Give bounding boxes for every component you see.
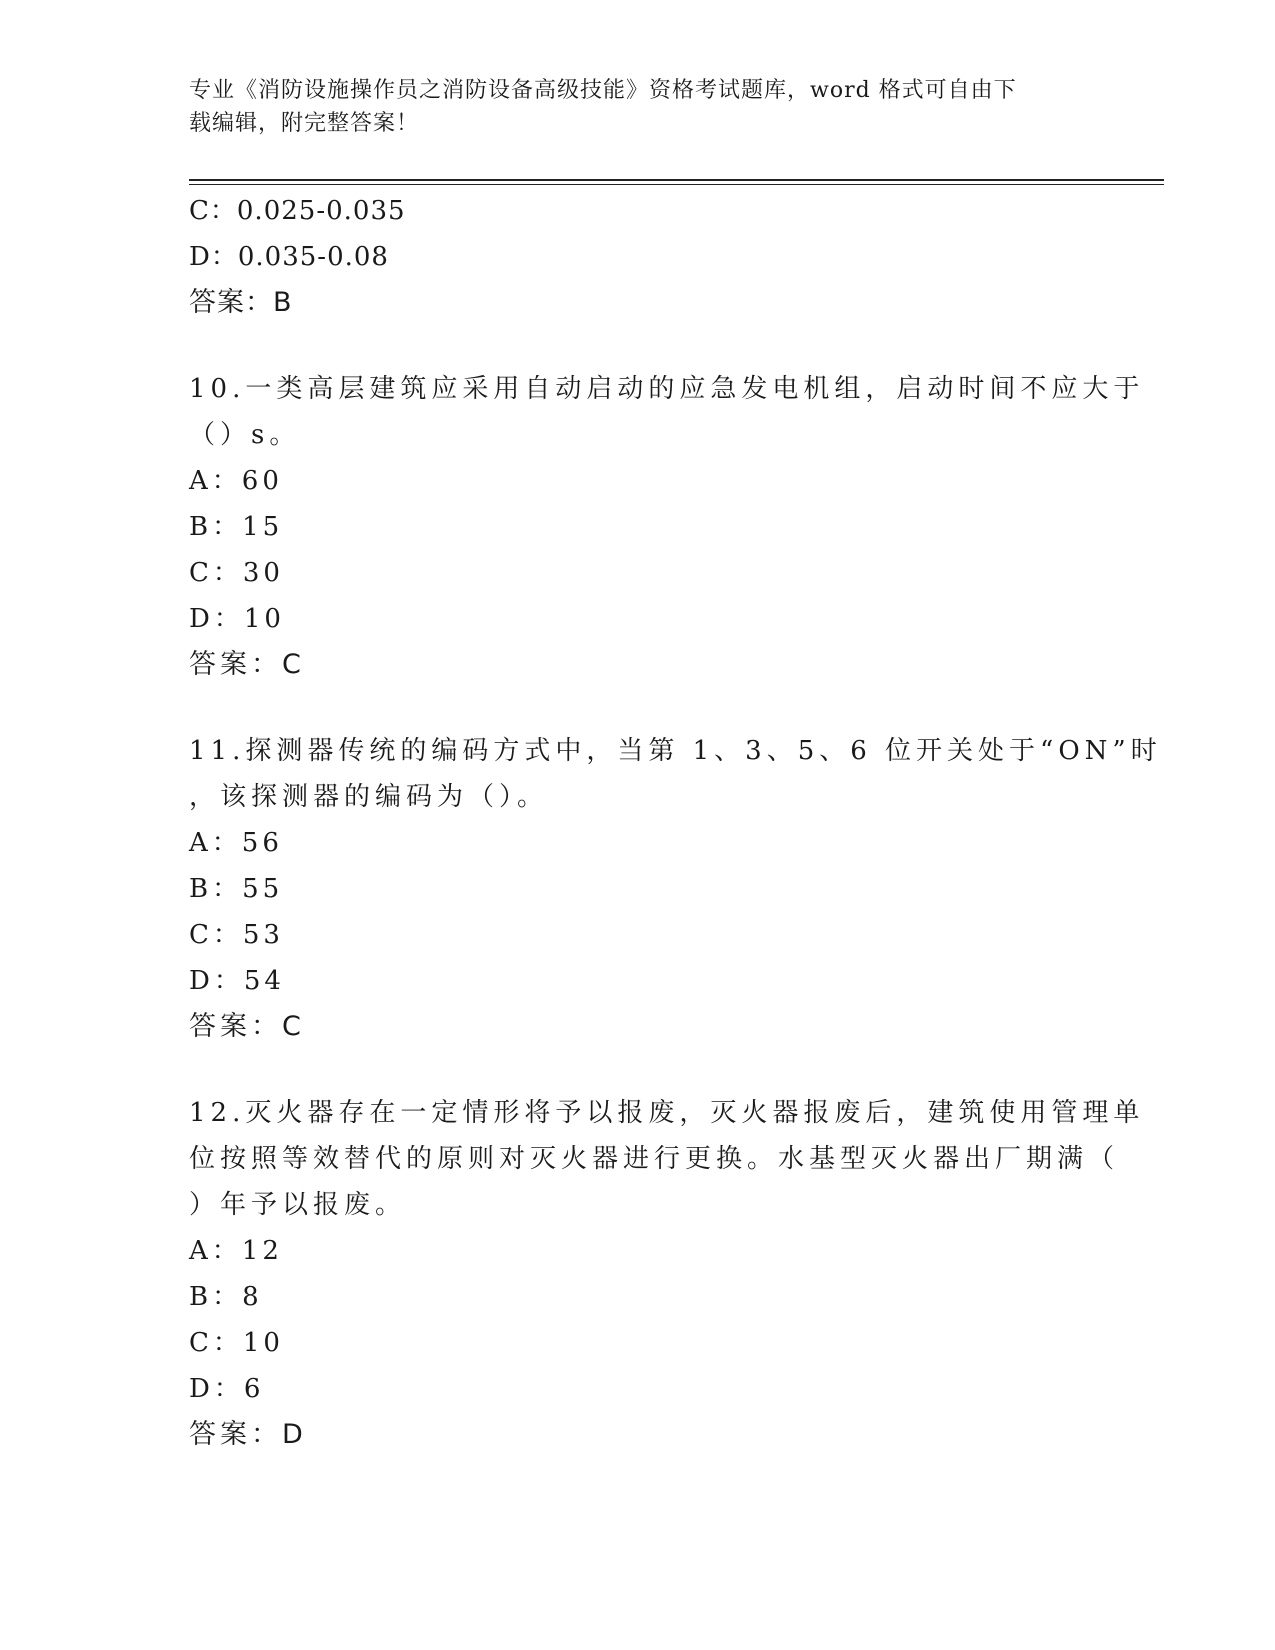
question-11 xyxy=(189,728,1162,1050)
option-a: A：56 xyxy=(189,828,283,858)
question-text-line: 12.灭火器存在一定情形将予以报废，灭火器报废后，建筑使用管理单 xyxy=(189,1098,1145,1128)
question-10 xyxy=(189,366,1145,688)
header-divider-thick xyxy=(189,179,1164,181)
option-d: D：6 xyxy=(189,1374,265,1404)
question-list xyxy=(189,188,1162,1458)
question-text-line: 位按照等效替代的原则对灭火器进行更换。水基型灭火器出厂期满（ xyxy=(189,1144,1120,1174)
question-text-line: 11.探测器传统的编码方式中，当第 1、3、5、6 位开关处于“ON”时 xyxy=(189,736,1162,766)
question-text xyxy=(189,728,1162,820)
header-divider-thin xyxy=(189,184,1164,185)
option-b: B：55 xyxy=(189,874,284,904)
option-d: D：54 xyxy=(189,966,285,996)
question-text xyxy=(189,1090,1145,1228)
option-d: D：10 xyxy=(189,604,285,634)
option-b: B：15 xyxy=(189,512,284,542)
answer-label: 答案：B xyxy=(189,287,293,318)
option-a: A：12 xyxy=(189,1236,283,1266)
question-text-line: ）年予以报废。 xyxy=(189,1190,407,1220)
option-c: C：53 xyxy=(189,920,284,950)
header-line-2: 载编辑，附完整答案！ xyxy=(189,111,420,136)
question-12 xyxy=(189,1090,1145,1458)
option-b: B：8 xyxy=(189,1282,263,1312)
question-text-line: （）s。 xyxy=(189,420,301,450)
answer-label: 答案：C xyxy=(189,649,305,680)
header-line-1: 专业《消防设施操作员之消防设备高级技能》资格考试题库，word 格式可自由下 xyxy=(189,78,1017,103)
question-text-line: 10.一类高层建筑应采用自动启动的应急发电机组，启动时间不应大于 xyxy=(189,374,1145,404)
option-c: C：10 xyxy=(189,1328,284,1358)
option-c: C：0.025-0.035 xyxy=(189,196,406,226)
continued-question-9 xyxy=(189,188,1089,326)
answer-label: 答案：C xyxy=(189,1011,305,1042)
question-text-line: ，该探测器的编码为（）。 xyxy=(189,782,549,812)
answer-label: 答案：D xyxy=(189,1419,307,1450)
question-text xyxy=(189,366,1145,458)
document-header xyxy=(189,74,1069,140)
option-d: D：0.035-0.08 xyxy=(189,242,389,272)
option-a: A：60 xyxy=(189,466,283,496)
option-c: C：30 xyxy=(189,558,284,588)
